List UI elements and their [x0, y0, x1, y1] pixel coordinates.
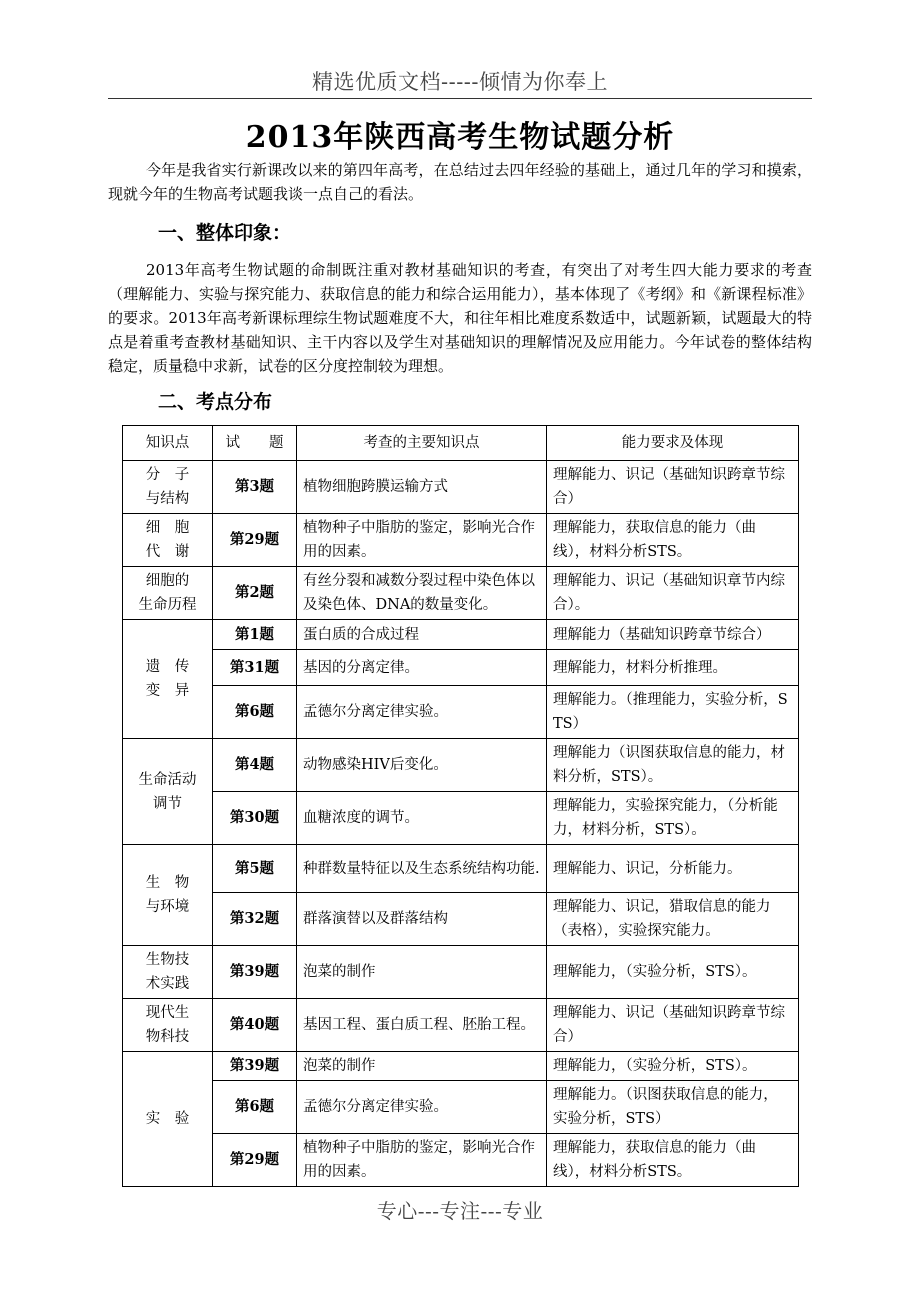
impression-paragraph: 2013年高考生物试题的命制既注重对教材基础知识的考查，有突出了对考生四大能力要求的考查（理解能力、实验与探究能力、获取信息的能力和综合运用能力），基本体现了《考纲》和《新课程标准》的要求。2013年高考新课标理综生物试题难度不大，和往年相比难度系数适中，试题新颖，试题最大的特点是着重考查教材基础知识、主干内容以及学生对基础知识的理解情况及应用能力。今年试卷的整体结构稳定，质量稳中求新，试卷的区分度控制较为理想。	[108, 261, 812, 375]
ability-cell: 理解能力（识图获取信息的能力，材料分析，STS）。	[547, 739, 799, 792]
topic-cell: 生 物 与环境	[123, 845, 213, 946]
question-cell: 第5题	[213, 845, 297, 893]
topic-cell: 生命活动 调节	[123, 739, 213, 845]
question-cell: 第29题	[213, 1134, 297, 1187]
table-row	[123, 567, 799, 620]
knowledge-point-cell: 血糖浓度的调节。	[297, 792, 547, 845]
question-cell: 第39题	[213, 1052, 297, 1081]
table-row	[123, 1134, 799, 1187]
section-heading-impression: 一、整体印象：	[158, 222, 292, 244]
topic-cell: 遗 传 变 异	[123, 620, 213, 739]
knowledge-point-cell: 泡菜的制作	[297, 1052, 547, 1081]
ability-cell: 理解能力、识记（基础知识章节内综合）。	[547, 567, 799, 620]
page-title: 2013年陕西高考生物试题分析	[245, 120, 675, 155]
table-row	[123, 461, 799, 514]
table-row	[123, 999, 799, 1052]
knowledge-point-cell: 孟德尔分离定律实验。	[297, 1081, 547, 1134]
col-header-ability: 能力要求及体现	[547, 426, 799, 461]
question-cell: 第29题	[213, 514, 297, 567]
ability-cell: 理解能力、识记，分析能力。	[547, 845, 799, 893]
question-cell: 第40题	[213, 999, 297, 1052]
topic-cell: 分 子 与结构	[123, 461, 213, 514]
ability-cell: 理解能力，（实验分析，STS）。	[547, 946, 799, 999]
intro-paragraph: 今年是我省实行新课改以来的第四年高考，在总结过去四年经验的基础上，通过几年的学习和摸索，现就今年的生物高考试题我谈一点自己的看法。	[108, 161, 812, 203]
table-row	[123, 650, 799, 686]
question-cell: 第30题	[213, 792, 297, 845]
ability-cell: 理解能力、识记（基础知识跨章节综合）	[547, 999, 799, 1052]
table-row	[123, 739, 799, 792]
knowledge-point-cell: 有丝分裂和减数分裂过程中染色体以及染色体、DNA的数量变化。	[297, 567, 547, 620]
ability-cell: 理解能力，获取信息的能力（曲线），材料分析STS。	[547, 514, 799, 567]
ability-cell: 理解能力。（推理能力，实验分析，STS）	[547, 686, 799, 739]
table-row	[123, 620, 799, 650]
ability-cell: 理解能力，（实验分析，STS）。	[547, 1052, 799, 1081]
ability-cell: 理解能力，获取信息的能力（曲线），材料分析STS。	[547, 1134, 799, 1187]
table-row	[123, 1081, 799, 1134]
table-body	[123, 461, 799, 1187]
knowledge-point-cell: 植物种子中脂肪的鉴定，影响光合作用的因素。	[297, 514, 547, 567]
knowledge-point-cell: 植物种子中脂肪的鉴定，影响光合作用的因素。	[297, 1134, 547, 1187]
question-cell: 第39题	[213, 946, 297, 999]
topic-cell: 细 胞 代 谢	[123, 514, 213, 567]
knowledge-point-cell: 植物细胞跨膜运输方式	[297, 461, 547, 514]
topic-cell: 细胞的 生命历程	[123, 567, 213, 620]
question-cell: 第6题	[213, 1081, 297, 1134]
ability-cell: 理解能力。（识图获取信息的能力，实验分析，STS）	[547, 1081, 799, 1134]
table-row	[123, 946, 799, 999]
knowledge-point-cell: 蛋白质的合成过程	[297, 620, 547, 650]
knowledge-point-cell: 基因的分离定律。	[297, 650, 547, 686]
page-footer: 专心---专注---专业	[376, 1199, 544, 1223]
knowledge-point-cell: 基因工程、蛋白质工程、胚胎工程。	[297, 999, 547, 1052]
exam-points-table	[122, 425, 799, 1187]
question-cell: 第3题	[213, 461, 297, 514]
table-row	[123, 845, 799, 893]
knowledge-point-cell: 孟德尔分离定律实验。	[297, 686, 547, 739]
topic-cell: 实 验	[123, 1052, 213, 1187]
ability-cell: 理解能力，材料分析推理。	[547, 650, 799, 686]
topic-cell: 现代生 物科技	[123, 999, 213, 1052]
col-header-question: 试 题	[213, 426, 297, 461]
ability-cell: 理解能力、识记，猎取信息的能力（表格），实验探究能力。	[547, 893, 799, 946]
question-cell: 第32题	[213, 893, 297, 946]
ability-cell: 理解能力、识记（基础知识跨章节综合）	[547, 461, 799, 514]
knowledge-point-cell: 泡菜的制作	[297, 946, 547, 999]
topic-cell: 生物技 术实践	[123, 946, 213, 999]
page-header	[108, 56, 812, 99]
table-header-row	[123, 426, 799, 461]
table-row	[123, 792, 799, 845]
knowledge-point-cell: 动物感染HIV后变化。	[297, 739, 547, 792]
col-header-topic: 知识点	[123, 426, 213, 461]
section-heading-distribution: 二、考点分布	[158, 391, 273, 413]
table-row	[123, 514, 799, 567]
knowledge-point-cell: 种群数量特征以及生态系统结构功能.	[297, 845, 547, 893]
question-cell: 第6题	[213, 686, 297, 739]
question-cell: 第4题	[213, 739, 297, 792]
knowledge-point-cell: 群落演替以及群落结构	[297, 893, 547, 946]
question-cell: 第2题	[213, 567, 297, 620]
question-cell: 第1题	[213, 620, 297, 650]
table-row	[123, 1052, 799, 1081]
ability-cell: 理解能力（基础知识跨章节综合）	[547, 620, 799, 650]
table-row	[123, 893, 799, 946]
table-row	[123, 686, 799, 739]
question-cell: 第31题	[213, 650, 297, 686]
col-header-knowledge: 考查的主要知识点	[297, 426, 547, 461]
ability-cell: 理解能力，实验探究能力，（分析能力，材料分析，STS）。	[547, 792, 799, 845]
page-header-text: 精选优质文档-----倾情为你奉上	[312, 70, 608, 94]
